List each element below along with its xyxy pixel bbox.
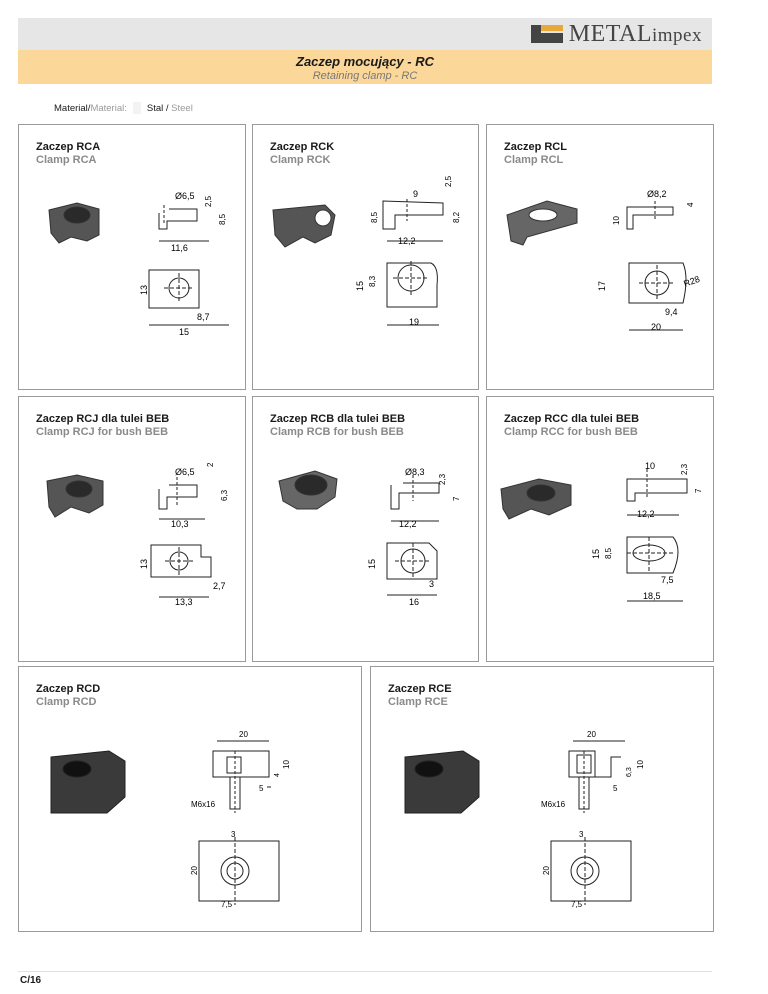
panel-subtitle: Clamp RCE <box>388 696 448 708</box>
dim-side-h: 8,5 <box>218 213 227 225</box>
dim-top-h: 2,3 <box>680 463 689 475</box>
dim-width: 12,2 <box>398 236 416 246</box>
logo-text: METALimpex <box>568 20 702 47</box>
clamp-photo <box>405 751 479 813</box>
dim-width: 11,6 <box>171 243 188 253</box>
dim-hole: Ø8,2 <box>647 189 667 199</box>
dim-plan-h: 20 <box>542 866 551 875</box>
rck-drawing <box>253 125 478 389</box>
dim-side-h: 6,3 <box>220 489 229 501</box>
material-row <box>54 102 193 114</box>
dim-top-w: 10 <box>645 461 656 471</box>
panel-title: Zaczep RCC dla tulei BEB <box>504 413 640 425</box>
dim-top-w: 9 <box>413 189 419 199</box>
dim-plan-h: 15 <box>591 548 601 559</box>
clamp-photo <box>49 203 99 243</box>
panel-title: Zaczep RCE <box>388 683 452 695</box>
panel-title: Zaczep RCK <box>270 141 335 153</box>
panel-rcd <box>18 666 362 932</box>
dim-side-l: 8,5 <box>370 211 379 223</box>
material-label: Material/Material: <box>54 102 127 114</box>
dim-plan-w: 19 <box>409 317 420 327</box>
dim-height: 10 <box>636 760 645 769</box>
dim-plan-top: 3 <box>231 830 236 839</box>
clamp-photo <box>507 201 577 245</box>
dim-plan-h: 15 <box>355 280 365 291</box>
panel-title: Zaczep RCB dla tulei BEB <box>270 413 406 425</box>
dim-plan-w: 18,5 <box>643 591 661 601</box>
dim-height: 10 <box>282 760 291 769</box>
panel-title: Zaczep RCA <box>36 141 101 153</box>
dim-hole: Ø6,5 <box>175 467 195 477</box>
dim-screw: M6x16 <box>191 800 216 809</box>
logo-mark-icon <box>531 25 563 43</box>
dim-width: 20 <box>587 730 596 739</box>
page-subtitle: Retaining clamp - RC <box>312 70 418 82</box>
clamp-photo <box>279 471 337 509</box>
title-bar <box>18 50 712 84</box>
rce-drawing <box>371 667 713 931</box>
dim-step: 5 <box>259 784 264 793</box>
dim-top-h: 2,3 <box>438 473 447 485</box>
dim-plan-w: 16 <box>409 597 420 607</box>
panel-title: Zaczep RCL <box>504 141 567 153</box>
dim-plan-h: 15 <box>367 558 377 569</box>
panel-rce <box>370 666 714 932</box>
panel-subtitle: Clamp RCC for bush BEB <box>504 426 638 438</box>
footer-divider <box>18 971 712 972</box>
dim-width: 12,2 <box>399 519 417 529</box>
panel-rcc <box>486 396 714 662</box>
dim-plan-offset: 7,5 <box>661 575 674 585</box>
dim-plan-top: 3 <box>579 830 584 839</box>
rcl-drawing <box>487 125 713 389</box>
rcb-drawing <box>253 397 478 661</box>
panel-subtitle: Clamp RCK <box>270 154 331 166</box>
clamp-photo <box>501 479 571 519</box>
panel-subtitle: Clamp RCJ for bush BEB <box>36 426 169 438</box>
dim-plan-off: 7,5 <box>221 900 233 909</box>
dim-side-r: 8,2 <box>452 211 461 223</box>
panel-rcj <box>18 396 246 662</box>
dim-plan-offset: 8,7 <box>197 312 210 322</box>
panel-rcb <box>252 396 479 662</box>
dim-top-h: 2 <box>206 462 215 467</box>
dim-top-h: 2,5 <box>204 195 213 207</box>
dim-plan-offset: 3 <box>429 579 435 589</box>
brand-logo <box>531 18 712 50</box>
top-bar <box>18 18 712 50</box>
panel-title: Zaczep RCD <box>36 683 101 695</box>
dim-width: 10,3 <box>171 519 189 529</box>
dim-small-h: 4 <box>274 773 281 777</box>
dim-plan-w: 15 <box>179 327 190 337</box>
page-number: C/16 <box>20 975 42 986</box>
dim-plan-w: 20 <box>651 322 662 332</box>
dim-plan-offset: 9,4 <box>665 307 678 317</box>
panel-rcl <box>486 124 714 390</box>
rcd-drawing <box>19 667 361 931</box>
dim-width: 20 <box>239 730 248 739</box>
panel-rck <box>252 124 479 390</box>
dim-top-h: 2,5 <box>444 175 453 187</box>
panel-title: Zaczep RCJ dla tulei BEB <box>36 413 170 425</box>
dim-side-h: 7 <box>694 488 703 493</box>
dim-radius: R28 <box>682 273 702 289</box>
dim-plan-offset: 2,7 <box>213 581 226 591</box>
rcc-drawing <box>487 397 713 661</box>
dim-plan-h: 17 <box>597 280 607 291</box>
dim-side-h: 10 <box>612 216 621 225</box>
panel-rca <box>18 124 246 390</box>
rcj-drawing <box>19 397 245 661</box>
clamp-photo <box>47 475 103 517</box>
dim-width: 12,2 <box>637 509 655 519</box>
dim-small-h: 6,3 <box>626 767 633 777</box>
clamp-photo <box>273 205 335 247</box>
dim-plan-w: 13,3 <box>175 597 193 607</box>
dim-hole: Ø8,3 <box>405 467 425 477</box>
panel-subtitle: Clamp RCB for bush BEB <box>270 426 404 438</box>
panel-subtitle: Clamp RCL <box>504 154 564 166</box>
dim-plan-hole: 8,5 <box>604 547 613 559</box>
dim-plan-hole: 8,3 <box>368 275 377 287</box>
dim-screw: M6x16 <box>541 800 566 809</box>
dim-plan-h: 20 <box>190 866 199 875</box>
clamp-photo <box>51 751 125 813</box>
dim-top-h: 4 <box>686 202 695 207</box>
dim-plan-off: 7,5 <box>571 900 583 909</box>
panel-subtitle: Clamp RCD <box>36 696 97 708</box>
dim-side-h: 7 <box>452 496 461 501</box>
material-value: Stal / Steel <box>146 102 193 114</box>
dim-hole: Ø6,5 <box>175 191 195 201</box>
rca-drawing <box>19 125 245 389</box>
dim-plan-h: 13 <box>139 284 149 295</box>
dim-plan-h: 13 <box>139 558 149 569</box>
panel-subtitle: Clamp RCA <box>36 154 97 166</box>
page-title: Zaczep mocujący - RC <box>296 54 434 69</box>
dim-step: 5 <box>613 784 618 793</box>
